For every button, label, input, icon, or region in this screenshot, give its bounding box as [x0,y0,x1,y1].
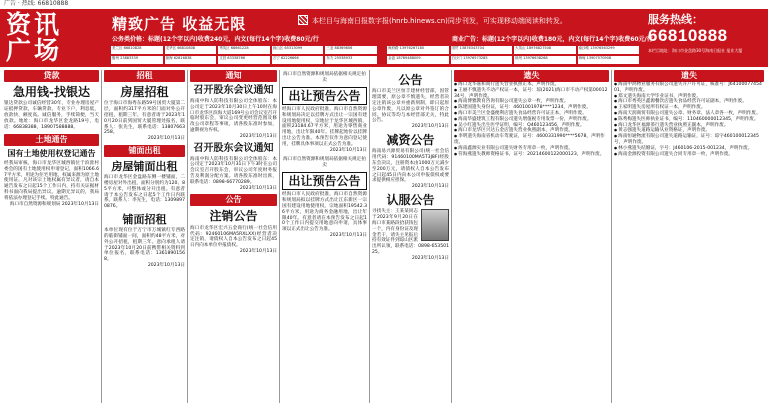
tel-cell: 海甸 13907570908 [577,55,641,65]
ad-body: 位于海口市海秀东路59号国贸大厦第二层，面积约317平方米的门面对外公开招租，租期三年，有意者请于2023年10月20日前到国贸大厦管理处报名，联系人：张先生，联系电话：13807663258。 [104,101,185,136]
ad-signer: 2023年10月13日 [147,136,185,142]
tel-cell: 龙华区 66810808 [164,45,218,55]
tel-cell: 琼海 62816838 [164,55,218,65]
ad-body: 经海口市人民政府批准，海口市自然资源和规划局拟以挂牌方式出让江东新区一宗国有建设用地使用权，宗地面积19542.36平方米，用途为商务金融用地，出让年限40年。有意者请在本预告发布之日起10个工作日内提交用地意向申请，具体事项以正式出让公告为准。 [282,192,367,233]
list-item: ● 王丽不慎遗失不动产权证一本，证号：琼(2021)海口市不动产权第0001234号，声明作废。 [454,88,609,100]
ad-columns [2,70,766,403]
ad-signer: 2023年10月13日 [329,147,367,153]
ad-title: 注销公告 [209,209,258,224]
ad-title: 铺面招租 [122,212,167,226]
column-loans [2,70,102,403]
tel-cell: 国贸 13876343704 [450,45,514,55]
list-item: ● 黄志强遗失道路运输从业资格证，声明作废。 [614,128,764,134]
banner-note: 本栏目与海南日报数字报(hnrb.hinews.cn)同步刊发，可实现移动端阅读和转发。 [312,17,567,25]
column-header-notices: 通知 [190,70,277,82]
list-item: ● 王家明遗失房屋所有权证一本，声明作废。 [614,105,764,111]
logo [4,11,96,65]
column-header-loans: 贷款 [4,70,99,82]
logo-char-1: 资 [6,10,32,39]
ad-body: 银达贷款公司诚信经营30年，专业办理房屋产证抵押贷款，车辆贷款，专业下户，利息低，放款快，额度高。诚信服务，手续简便，当天放款。地址：海口市龙华区金龙路19号，电话：66838388，18907588888。 [4,101,99,130]
ad-title: 国有土地使用权登记通告 [7,149,96,159]
ad-title: 认服公告 [386,192,435,207]
ad-signer: 2023年10月13日 [239,248,277,254]
ad-title: 公告 [398,73,423,87]
tel-grid-right [386,45,640,65]
ad-title: 房屋招租 [120,85,169,99]
list-item: ● 海南恒通物流有限公司遗失道路运输证，证号：琼字460100012345号，声明作废。 [614,134,764,146]
hotline-label: 服务热线： [648,13,703,26]
ad-signer: 2023年10月13日 [411,124,449,130]
ad-body: 经我局审核，海口市龙华区城西镇位于滨涯村委会的国有土地使用权申请登记，面积1066.67平方米，用途为住宅用地，权属来源为原土地使用证。凡对该宗土地权属有异议者，请自本通告发布之日起15个工作日内，持有关证据材料书面向我局提出异议。逾期无异议的，我局将依法办理登记手续。特此通告。 [4,160,99,201]
ad-signer: 2023年10月13日 [411,255,449,261]
ad-title: 急用钱-找银达 [13,85,90,99]
hotline [648,11,766,65]
list-item: ● 符海燕遗失教师资格证书，证号：20214600122000123，声明作废。 [454,152,609,158]
ad-signer: 2023年10月13日 [239,185,277,191]
ad-body: 海口市龙华区宏兴五金商行(统一社会信用代码：92460106MA5RXLXX)经营者决定注销，请债权人自本公告发布之日起45日内向本单位申报债权。 [190,225,277,249]
column-notices [188,70,280,403]
ad-body: 海南中和人防科技有限公司全体股东：本公司定于2023年10月31日下午3时在公司会议室召开股东会，审议公司年度财务报告及利润分配方案。请各股东准时出席，联系电话：0898-66770289。 [190,156,277,185]
tel-cell: 琼州 13976638268 [513,55,577,65]
ad-body: 海南易兴源贸易有限公司(统一社会信用代码：91460100MA5T3J8F)经股东会决议，注册资本由1000万元减少至200万元，请债权人自本公告发布之日起45日内向本公司申报债权或要求提供相应担保。 [372,149,449,184]
tel-cell: 白沙门 13976573285 [450,55,514,65]
list-item: ● 海南华盛建筑工程有限公司遗失增值税专用发票一份，声明作废。 [454,117,609,123]
ad-body: 海口市美兰区恒丰建材经营部，因管理需要，原公章不慎遗失，经营者决定注销该公章并重新刻制，即日起原公章作废，凡以原公章对外签订的合同、协议等均与本经营部无关，特此公告。 [372,89,449,124]
tel-cell: 秀英区 68661228 [217,45,271,55]
list-item: ● 海口市美兰区金盛便利店遗失食品经营许可证正本，声明作废。 [454,111,609,117]
column-header-lost: 遗失 [454,70,609,82]
list-item: ● 海口市龙华区兴达五金店遗失营业执照副本，声明作废。 [454,128,609,134]
list-item: ● 海南金源投资有限公司遗失合同专用章一枚，声明作废。 [614,152,764,158]
tel-cell: 金盘 18789488009 [386,55,450,65]
list-item: ● 林小燕遗失结婚证，字号：J460106-2015-001234，声明作废。 [614,146,764,152]
list-item: ● 李明遗失海南省机动车驾驶证，证号：4600331990****5678，声明作废。 [454,134,609,146]
ad-title: 召开股东会议通知 [193,85,274,96]
hotline-number: 66810888 [648,26,728,46]
list-item: ● 吴小红遗失出生医学证明，编号：Q460123456，声明作废。 [454,123,609,129]
column-public [370,70,452,403]
banner [0,9,768,67]
ad-note: 海口市自然资源和规划局依据相关规定拍卖 [283,157,366,169]
column-header-rent: 招租 [104,70,185,82]
top-strip [0,0,768,9]
list-item: ● 海口市秀英区鑫源餐饮店遗失食品经营许可证副本，声明作废。 [614,99,764,105]
logo-char-3: 广 [6,36,32,65]
list-item: ● 海口龙华嘉和商行遗失营业执照正本，声明作废。 [454,82,609,88]
top-strip-text: 广告 · 热线: 66810888 [4,0,69,7]
ad-body: 寻找失主：王某某同志于2023年9月20日在海口市某路段拾获钱包一个，内有身份证及现金若干，请失主见报后持有效证件到琼山区派出所认领，联系电话：0898-65350125。 [372,209,449,255]
ad-signer: 2023年10月13日 [147,262,185,268]
banner-slogan: 精致广告 收益无限 [112,15,247,33]
tel-cell: 大英山 18976827508 [513,45,577,55]
ad-title: 减资公告 [386,132,435,147]
list-item: ● 郑文遗失海南大学毕业证书，声明作废。 [614,94,764,100]
list-item: ● 海口龙华区福源茶行遗失营业执照正副本，声明作废。 [614,123,764,129]
tel-cell: 美兰区 66810828 [110,45,164,55]
tel-cell: 文昌 63338766 [217,55,271,65]
ad-signer: 2023年10月13日 [411,184,449,190]
ad-body: 海南中和人防科技有限公司全体股东：本公司定于2023年10月30日上午10时在海口市龙华区滨海大道169号公司会议室召开临时股东会，审议公司变更经营范围及修改公司章程等事项，请各股东准时参加，逾期视为弃权。 [190,99,277,133]
ad-signer: 2023年10月13日 [329,232,367,238]
tel-cell: 三亚 88369806 [324,45,378,55]
price-right: 商业广告：标题(12个字以内)收费180元，内文(每行14个字)收费60元/行 [452,36,653,43]
logo-char-4: 场 [34,36,60,65]
list-item: ● 海南鑫源实业有限公司遗失财务专用章一枚，声明作废。 [454,146,609,152]
ad-title: 召开股东会议通知 [193,142,274,154]
column-header-shops: 铺面出租 [104,145,185,157]
list-item: ● 海南天润商贸有限公司遗失公章、财务章、法人章各一枚，声明作废。 [614,111,764,117]
list-item: ● 陈建国遗失身份证，证号：4601001978****1234，声明作废。 [454,105,609,111]
ad-title: 房屋铺面出租 [111,159,178,173]
list-item: ● 海南博雅教育咨询有限公司遗失公章一枚，声明作废。 [454,99,609,105]
price-left: 公务类价格：标题(12个字以内)收费240元，内文(每行14个字)收费80元/行 [112,36,319,43]
tel-grid-left [110,45,378,65]
ad-signer: 2023年10月13日 [239,133,277,139]
tel-cell: 万宁 62226666 [271,55,325,65]
logo-char-2: 讯 [34,10,60,39]
column-lost [452,70,612,403]
person-photo [421,209,449,241]
tel-cell: 海府路 13976267180 [386,45,450,55]
ad-body: 经海口市人民政府批准，海口市自然资源和规划局决定以挂牌方式出让一宗国有建设用地使用权，宗地位于龙华区城西镇，面积23184.67平方米，用途为零售商业用地，出让年限40年。挂牌起始价以挂牌出让公告为准。本预告仅作为意向登记使用，挂牌具体事项以正式公告为准。 [282,106,367,147]
list-item: ● 海南中鸿物业服务有限公司遗失开户许可证，核准号：J6410007745401，声明作废。 [614,82,764,94]
column-land-transfer [280,70,370,403]
column-header-land: 土地通告 [4,134,99,146]
hotline-sub: 本栏目地址：海口市金盘路30号海南日报社 报业大厦 [648,47,743,53]
ad-title: 出让预告公告 [282,87,367,105]
tel-cell: 琼山区 65313099 [271,45,325,55]
ad-note: 海口市自然资源和规划局依据相关规定拍卖 [283,72,366,83]
ad-body: 海口市龙华区金盘路东侧一楼铺面、二楼房屋对外出租，面积分别约为120、85平方米，可整体或分开出租。有意者请于本公告发布之日起5个工作日内联系。联系人：李先生，电话：13098970876。 [104,175,185,210]
column-rent [102,70,188,403]
ad-body: 本单位现有位于万宁市万城镇红专西路的临街铺面一间，面积约48平方米，对外公开招租，租期三年。意向承租人请于2023年10月20日前携带相关资料到单位报名，联系电话：13618901568。 [104,228,185,263]
tel-cell: 儋州 23883339 [110,55,164,65]
tel-cell: 东方 25538933 [324,55,378,65]
ad-signer: 海口市自然资源和规划局 2023年10月13日 [9,201,99,207]
column-header-lost-2: 遗失 [614,70,764,82]
list-item: ● 陈秀梅遗失医师执业证书，编号：110460000012345，声明作废。 [614,117,764,123]
qr-code-icon [298,15,308,25]
ad-title: 出让预告公告 [282,172,367,190]
tel-cell: 南沙路 13976563299 [577,45,641,55]
column-header-announcement: 公告 [190,194,277,206]
column-lost-2 [612,70,766,403]
